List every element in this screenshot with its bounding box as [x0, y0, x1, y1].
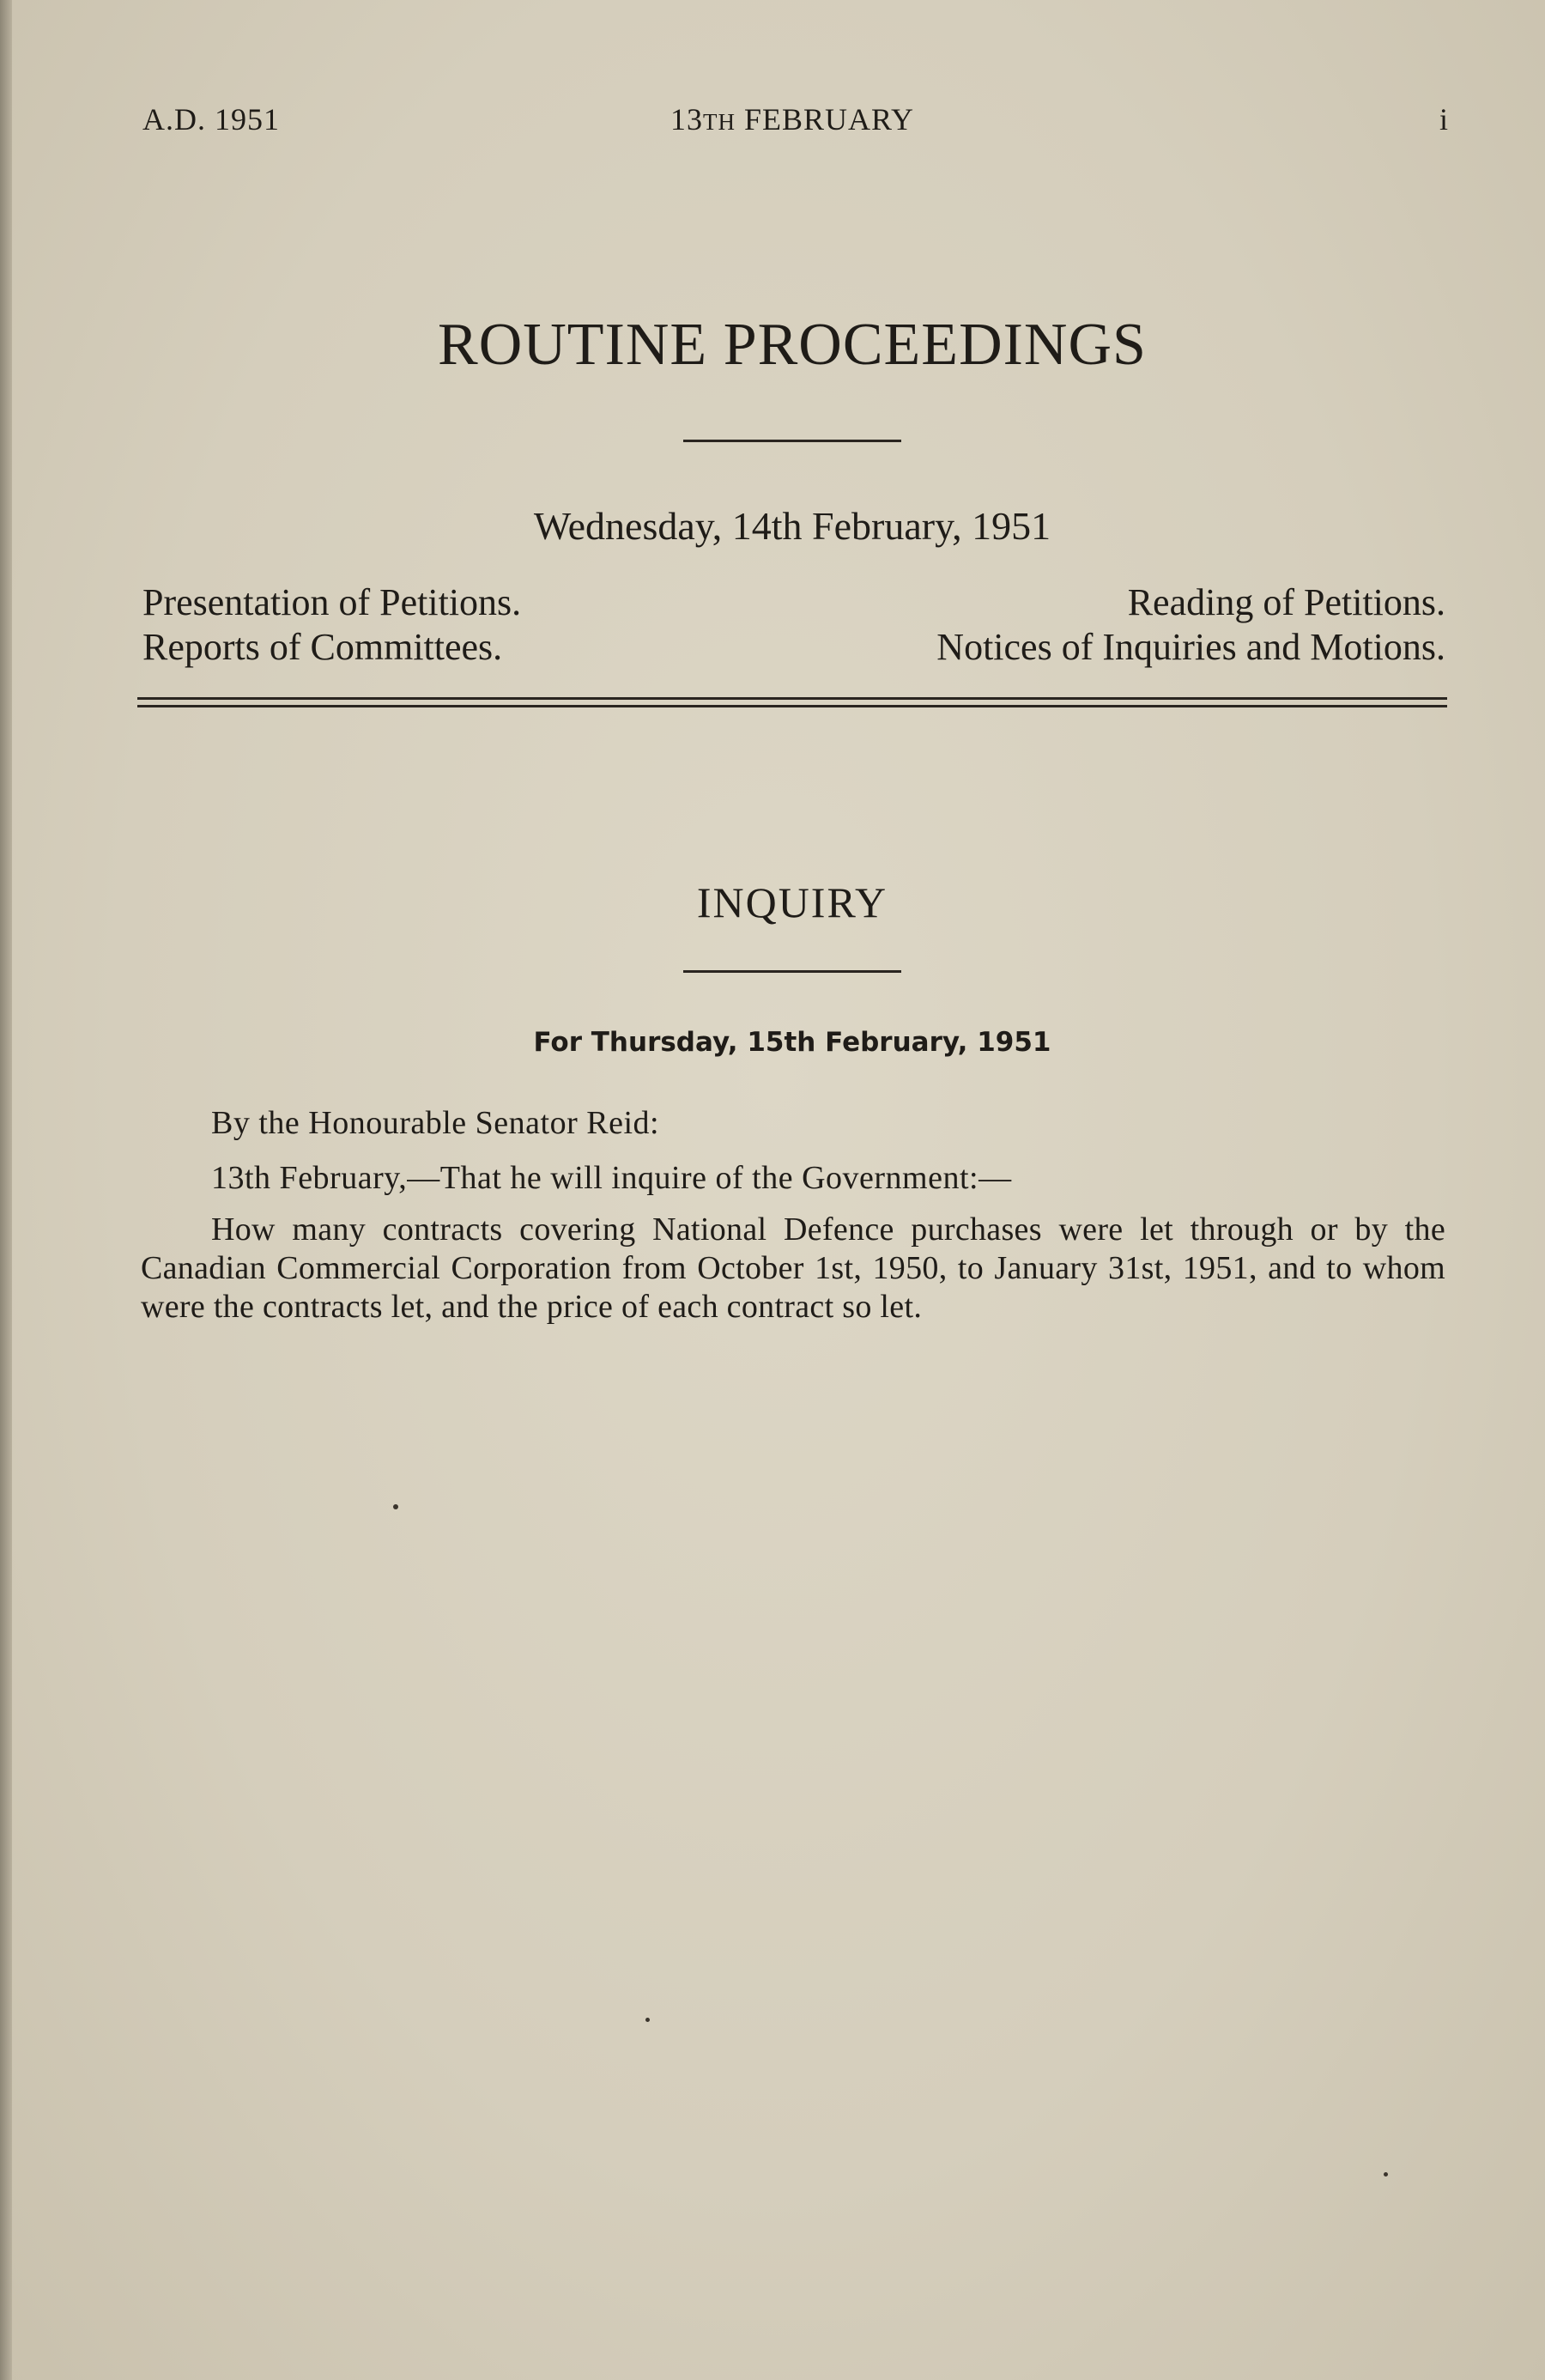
paper-speck — [645, 2018, 650, 2022]
agenda-item-reading-of-petitions: Reading of Petitions. — [1127, 581, 1445, 623]
inquiry-notice-line: 13th February,—That he will inquire of the Government:— — [211, 1160, 1012, 1196]
inquiry-by-line: By the Honourable Senator Reid: — [211, 1105, 660, 1141]
running-head-day: 13 — [670, 102, 703, 137]
running-head — [0, 101, 1545, 144]
section-double-divider — [137, 697, 1447, 707]
agenda-item-reports-of-committees: Reports of Committees. — [142, 626, 503, 668]
agenda-item-presentation-of-petitions: Presentation of Petitions. — [142, 581, 522, 623]
agenda-item-notices-of-inquiries: Notices of Inquiries and Motions. — [936, 626, 1445, 668]
page-title: ROUTINE PROCEEDINGS — [438, 312, 1147, 378]
running-head-month: FEBRUARY — [743, 102, 915, 137]
inquiry-question: How many contracts covering National Defence purchases were let through or by the Canadian Commercial Corporation from October 1st, 1950, to January 31st, 1951, and to whom were the contracts let, and the price of each contract so let. — [141, 1211, 1445, 1325]
inquiry-heading: INQUIRY — [696, 878, 888, 926]
inquiry-divider — [683, 970, 901, 973]
paper-speck — [393, 1504, 398, 1509]
running-head-date — [0, 101, 1545, 137]
paper-speck — [1384, 2172, 1388, 2177]
inquiry-date-subheading: For Thursday, 15th February, 1951 — [533, 1027, 1051, 1058]
sitting-date: Wednesday, 14th February, 1951 — [533, 504, 1051, 548]
page-number: i — [1439, 102, 1449, 137]
running-head-day-suffix: TH — [702, 109, 736, 135]
running-head-year: A.D. 1951 — [142, 102, 280, 137]
title-divider — [683, 440, 901, 442]
